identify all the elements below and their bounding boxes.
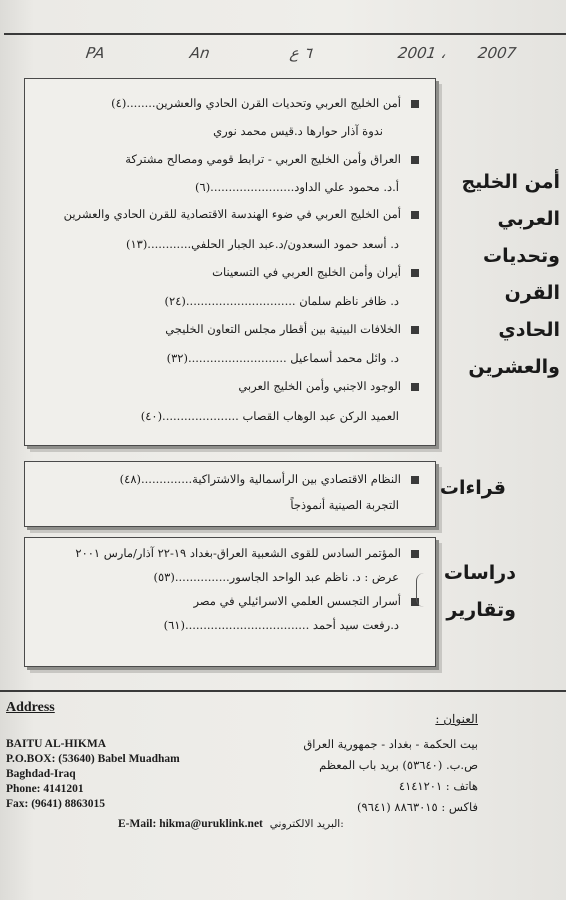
toc-entry xyxy=(212,265,419,279)
toc-entry xyxy=(165,322,419,336)
bullet-icon xyxy=(411,211,419,219)
entry-subtitle: التجربة الصينية أنموذجاً xyxy=(290,498,399,512)
entry-author: د.رفعت سيد أحمد ..................................(٦١) xyxy=(163,618,399,632)
entry-title: الوجود الاجنبي وأمن الخليج العربي xyxy=(238,379,401,393)
entry-title: النظام الاقتصادي بين الرأسمالية والاشتراكية..............(٤٨) xyxy=(119,472,401,486)
entry-author: د. وائل محمد أسماعيل ...........................(٣٢) xyxy=(166,351,399,365)
handwriting-b: An xyxy=(188,44,212,62)
toc-entry xyxy=(111,96,419,110)
bullet-icon xyxy=(411,550,419,558)
address-english: BAITU AL-HIKMA P.O.BOX: (53640) Babel Muadham Baghdad-Iraq Phone: 4141201 Fax: (9641) 8863015 xyxy=(6,738,180,810)
entry-title: أمن الخليج العربي وتحديات القرن الحادي والعشرين........(٤) xyxy=(111,96,401,110)
section-studies-box xyxy=(24,537,436,667)
toc-entry xyxy=(193,594,419,608)
entry-author: أ.د. محمود علي الداود.......................(٦) xyxy=(195,180,399,194)
bullet-icon xyxy=(411,326,419,334)
bullet-icon xyxy=(411,476,419,484)
bullet-icon xyxy=(411,100,419,108)
entry-title: أيران وأمن الخليج العربي في التسعينات xyxy=(212,265,401,279)
toc-entry xyxy=(125,152,419,166)
entry-author: ندوة آذار حوارها د.قيس محمد نوري xyxy=(213,124,383,138)
toc-entry xyxy=(64,207,419,221)
entry-title: أمن الخليج العربي في ضوء الهندسة الاقتصادية للقرن الحادي والعشرين xyxy=(63,207,401,221)
entry-author: عرض : د. ناظم عبد الواحد الجاسور...............(٥٣) xyxy=(153,570,399,584)
handwriting-d: 2001 ، xyxy=(396,44,448,62)
section-title-gulf-security: أمن الخليج العربي وتحديات القرن الحادي والعشرين xyxy=(461,171,560,378)
handwriting-a: PA xyxy=(84,44,106,62)
bullet-icon xyxy=(411,269,419,277)
handwriting-e: 2007 xyxy=(476,44,518,62)
entry-author: العميد الركن عبد الوهاب القصاب .....................(٤٠) xyxy=(140,409,399,423)
bullet-icon xyxy=(411,383,419,391)
section-gulf-security-box xyxy=(24,78,436,446)
toc-entry xyxy=(75,546,419,560)
address-title: Address xyxy=(6,700,55,715)
margin-bracket xyxy=(416,573,427,607)
entry-title: الخلافات البينية بين أقطار مجلس التعاون الخليجي xyxy=(165,322,401,336)
section-readings-box xyxy=(24,461,436,527)
handwriting-c: ٦ ع xyxy=(288,44,314,62)
email-line xyxy=(118,818,344,830)
email-label-arabic: البريد الالكتروني: xyxy=(269,818,344,830)
email-address[interactable]: E-Mail: hikma@uruklink.net xyxy=(118,818,263,830)
entry-title: المؤتمر السادس للقوى الشعبية العراق-بغداد ١٩-٢٢ آذار/مارس ٢٠٠١ xyxy=(75,546,401,560)
handwritten-notes xyxy=(0,44,566,74)
entry-title: أسرار التجسس العلمي الاسرائيلي في مصر xyxy=(193,594,401,608)
entry-author: د. ظافر ناظم سلمان ..............................(٢٤) xyxy=(164,294,399,308)
address-arabic-title: العنوان : xyxy=(435,712,478,726)
section-title-studies: دراسات وتقارير xyxy=(443,562,516,621)
bottom-rule xyxy=(0,690,566,692)
entry-title: العراق وأمن الخليج العربي - ترابط قومي ومصالح مشتركة xyxy=(125,152,401,166)
toc-entry xyxy=(238,379,419,393)
entry-author: د. أسعد حمود السعدون/د.عبد الجبار الحلفي............(١٣) xyxy=(125,237,399,251)
section-title-readings: قراءات xyxy=(439,477,506,499)
address-arabic: بيت الحكمة - بغداد - جمهورية العراق ص.ب. (٥٣٦٤٠) بريد باب المعظم هاتف : ٤١٤١٢٠١ فاكس : ٨٨٦٣٠١٥ (٩٦٤١) xyxy=(303,737,478,814)
bullet-icon xyxy=(411,156,419,164)
top-rule xyxy=(4,33,566,35)
toc-entry xyxy=(120,472,419,486)
